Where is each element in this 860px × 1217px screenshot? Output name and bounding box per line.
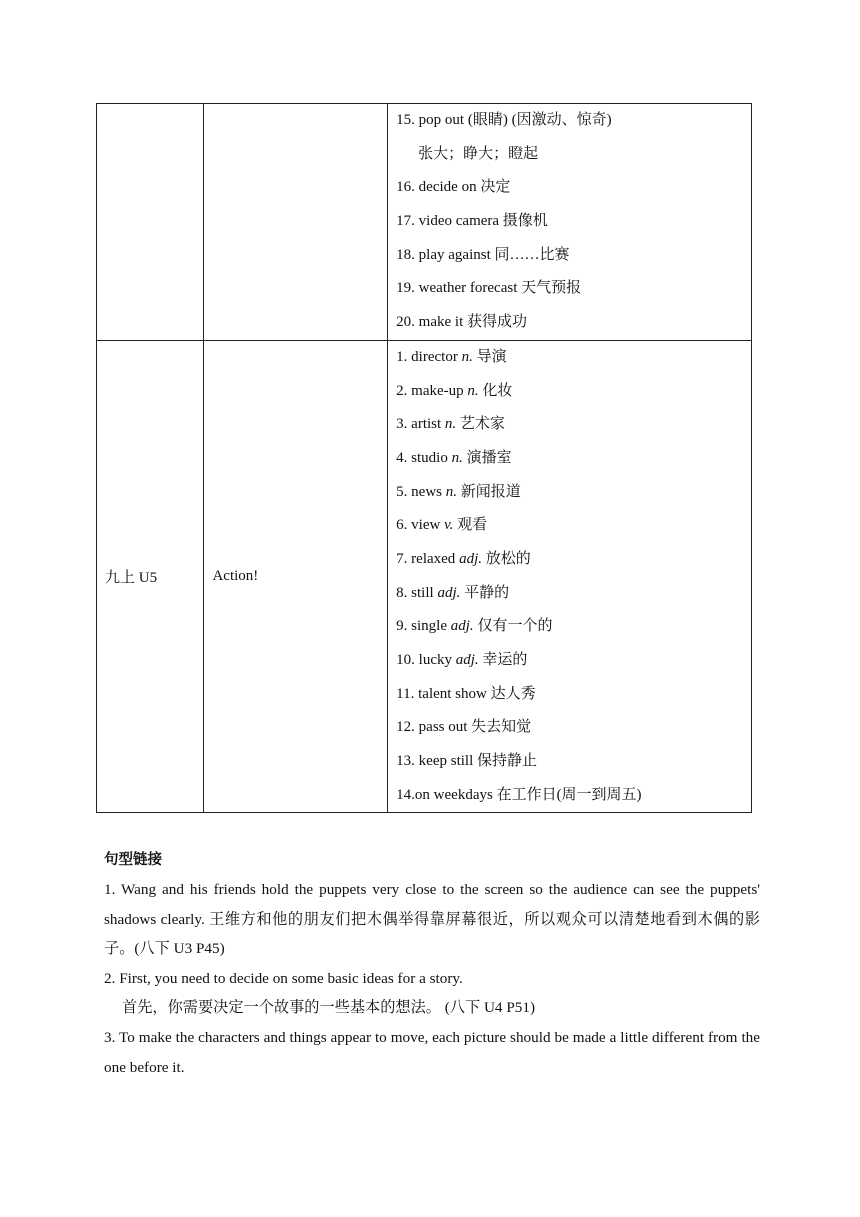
list-item: 6. view v. 观看 [396,517,488,534]
list-item: 14.on weekdays 在工作日(周一到周五) [396,786,642,803]
table-row [97,104,752,341]
list-item: 18. play against 同……比赛 [396,246,570,263]
list-item: 10. lucky adj. 幸运的 [396,652,528,668]
list-item: 19. weather forecast 天气预报 [396,280,582,297]
list-item: 1. director n. 导演 [396,348,507,365]
list-item: 张大；睁大；瞪起 [418,145,539,162]
list-item: 8. still adj. 平静的 [396,584,510,601]
unit-cell: 九上 U5 [97,340,204,813]
vocab-list-cell [388,104,752,341]
table-row [97,340,752,813]
list-item: 5. news n. 新闻报道 [396,483,521,500]
sentence-item: 2. First, you need to decide on some basic ideas for a story. [104,969,463,987]
vocabulary-table [96,103,752,813]
list-item: 12. pass out 失去知觉 [396,719,532,736]
list-item: 11. talent show 达人秀 [396,685,536,702]
topic-cell [204,104,388,341]
vocab-list-cell [388,340,752,813]
list-item: 4. studio n. 演播室 [396,449,512,466]
sentence-translation: 首先，你需要决定一个故事的一些基本的想法。 (八下 U4 P51) [122,999,536,1017]
list-item: 20. make it 获得成功 [396,314,527,331]
list-item: 16. decide on 决定 [396,179,511,196]
topic-cell: Action! [204,340,388,813]
list-item: 17. video camera 摄像机 [396,213,548,230]
list-item: 2. make-up n. 化妆 [396,382,513,399]
sentence-section [104,845,760,1082]
sentence-item: 1. Wang and his friends hold the puppets very close to the screen so the audience can see the puppets' shadows clearly. 王维方和他的朋友们把木偶举得靠屏幕很近，所以观众可以清楚地看到木偶的影子。(八下 U3 P45) [104,881,760,958]
section-title: 句型链接 [104,852,162,868]
list-item: 3. artist n. 艺术家 [396,416,505,433]
list-item: 15. pop out (眼睛) (因激动、惊奇) [396,112,612,128]
sentence-item: 3. To make the characters and things appear to move, each picture should be made a little different from the one before it. [104,1028,760,1076]
list-item: 7. relaxed adj. 放松的 [396,550,531,567]
list-item: 9. single adj. 仅有一个的 [396,618,553,635]
unit-cell [97,104,204,341]
list-item: 13. keep still 保持静止 [396,753,537,770]
